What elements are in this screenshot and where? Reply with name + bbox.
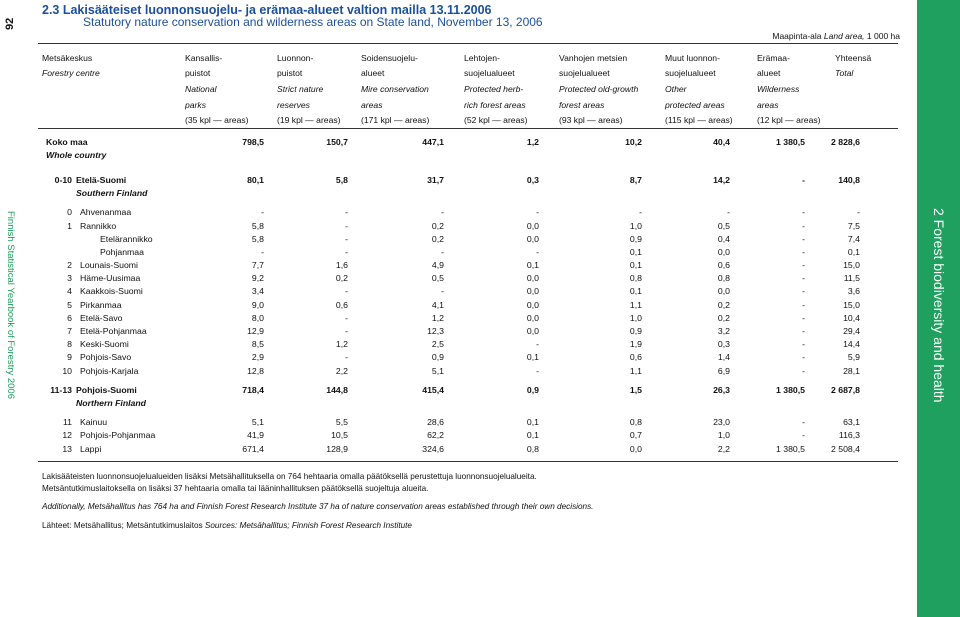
region-name: Etelärannikko	[100, 233, 153, 244]
header-cell: Erämaa-	[757, 52, 790, 63]
total-row	[36, 135, 860, 148]
value-cell: 0,1	[526, 352, 539, 363]
value-cell: 0,9	[431, 352, 444, 363]
value-cell: 3,4	[251, 286, 264, 297]
value-cell: 1,2	[335, 339, 348, 350]
header-cell: Forestry centre	[42, 68, 100, 79]
header-cell	[835, 81, 890, 97]
region-code	[36, 232, 76, 245]
value-cell: -	[802, 352, 805, 363]
region-code: 0-10	[54, 174, 72, 185]
region-name: Pohjois-Savo	[80, 352, 132, 363]
value-cell: 5,8	[335, 174, 348, 185]
header-cell: suojelualueet	[464, 68, 515, 79]
value-cell: 0,6	[335, 299, 348, 310]
value-cell: 0,0	[526, 273, 539, 284]
value-cell: -	[441, 286, 444, 297]
value-cell: 0,3	[526, 174, 539, 185]
total-row	[36, 173, 860, 186]
header-cell: Metsäkeskus	[42, 52, 93, 63]
value-cell: 0,1	[629, 286, 642, 297]
region-name: Etelä-Pohjanmaa	[80, 326, 147, 337]
header-cell: reserves	[277, 99, 310, 110]
table-row	[36, 442, 860, 455]
value-cell: 415,4	[422, 384, 444, 395]
value-cell: 2,2	[717, 443, 730, 454]
value-cell: 1,0	[629, 220, 642, 231]
value-cell: 29,4	[843, 326, 860, 337]
value-cell: 6,9	[717, 365, 730, 376]
value-cell: 12,8	[247, 365, 264, 376]
value-cell: -	[802, 299, 805, 310]
value-cell: -	[802, 273, 805, 284]
value-cell: 1,5	[629, 384, 642, 395]
region-name: Etelä-Suomi	[76, 174, 127, 185]
region-code	[36, 245, 76, 258]
value-cell: 23,0	[713, 417, 730, 428]
value-cell: 0,6	[629, 352, 642, 363]
value-cell: 1,6	[335, 260, 348, 271]
header-cell: Other	[665, 83, 687, 94]
header-cell: (52 kpl — areas)	[464, 115, 528, 126]
value-cell: -	[441, 207, 444, 218]
header-cell: suojelualueet	[665, 68, 716, 79]
value-cell: 1,1	[629, 365, 642, 376]
value-cell: -	[536, 207, 539, 218]
value-cell: 5,8	[251, 233, 264, 244]
header-row	[42, 50, 890, 66]
value-cell: 0,9	[629, 326, 642, 337]
side-caption-chapter: 2 Forest biodiversity and health	[931, 207, 947, 403]
value-cell: -	[802, 174, 805, 185]
value-cell: 0,7	[629, 430, 642, 441]
footnote-fi-2: Metsäntutkimuslaitoksella on lisäksi 37 hehtaaria omalla tai lääninhallituksen päätöksellä suojeltuja alueita.	[42, 484, 429, 494]
value-cell: -	[727, 207, 730, 218]
value-cell: -	[441, 246, 444, 257]
value-cell: 10,5	[331, 430, 348, 441]
table-row	[36, 298, 860, 311]
value-cell: -	[802, 430, 805, 441]
table-row	[36, 311, 860, 324]
header-cell: Soidensuojelu-	[361, 52, 418, 63]
value-cell: 12,9	[247, 326, 264, 337]
header-cell: Kansallis-	[185, 52, 223, 63]
value-cell: 7,5	[847, 220, 860, 231]
header-cell: Lehtojen-	[464, 52, 500, 63]
value-cell: -	[802, 365, 805, 376]
region-name: Kainuu	[80, 417, 108, 428]
value-cell: -	[536, 339, 539, 350]
value-cell: 8,0	[251, 312, 264, 323]
header-cell: Strict nature	[277, 83, 324, 94]
value-cell: 0,3	[717, 339, 730, 350]
table-subtitle: Statutory nature conservation and wilderness areas on State land, November 13, 2006	[83, 15, 543, 29]
region-name: Pirkanmaa	[80, 299, 122, 310]
header-cell: (171 kpl — areas)	[361, 115, 430, 126]
value-cell: 718,4	[242, 384, 264, 395]
header-cell	[42, 81, 185, 97]
header-cell: Vanhojen metsien	[559, 52, 628, 63]
region-code: 9	[67, 352, 72, 363]
region-name: Kaakkois-Suomi	[80, 286, 143, 297]
header-cell: Luonnon-	[277, 52, 314, 63]
value-cell: -	[536, 365, 539, 376]
value-cell: 4,1	[431, 299, 444, 310]
value-cell: 63,1	[843, 417, 860, 428]
value-cell: 0,0	[717, 246, 730, 257]
value-cell: -	[345, 220, 348, 231]
value-cell: 1 380,5	[776, 384, 805, 395]
header-cell: (93 kpl — areas)	[559, 115, 623, 126]
value-cell: -	[802, 339, 805, 350]
table-row	[36, 364, 860, 377]
value-cell: 1,0	[629, 312, 642, 323]
region-name: Lappi	[80, 443, 102, 454]
value-cell: 15,0	[843, 299, 860, 310]
value-cell: 10,4	[843, 312, 860, 323]
value-cell: 0,2	[717, 312, 730, 323]
region-name: Pohjanmaa	[100, 246, 144, 257]
value-cell: 14,2	[713, 174, 730, 185]
value-cell: 28,6	[427, 417, 444, 428]
value-cell: 3,2	[717, 326, 730, 337]
header-cell: National	[185, 83, 217, 94]
value-cell: 62,2	[427, 430, 444, 441]
table-row	[36, 338, 860, 351]
value-cell: 0,0	[526, 326, 539, 337]
value-cell: -	[345, 207, 348, 218]
region-code: 0	[67, 207, 72, 218]
unit-suffix: 1 000 ha	[864, 31, 900, 41]
value-cell: 324,6	[422, 443, 444, 454]
value-cell: 0,0	[526, 233, 539, 244]
header-cell: puistot	[277, 68, 303, 79]
value-cell: 0,5	[717, 220, 730, 231]
region-name-en: Whole country	[46, 149, 107, 160]
header-cell: (35 kpl — areas)	[185, 115, 249, 126]
region-en-row	[36, 396, 860, 409]
region-name-en: Southern Finland	[76, 188, 148, 199]
region-code: 2	[67, 260, 72, 271]
header-row	[42, 66, 890, 82]
value-cell: 4,9	[431, 260, 444, 271]
value-cell: 150,7	[326, 136, 348, 147]
region-code: 4	[67, 286, 72, 297]
value-cell: -	[802, 207, 805, 218]
header-cell	[835, 97, 890, 113]
data-table	[36, 135, 860, 455]
value-cell: 0,8	[629, 273, 642, 284]
value-cell: 0,5	[431, 273, 444, 284]
value-cell: -	[802, 326, 805, 337]
table-row	[36, 416, 860, 429]
value-cell: 9,2	[251, 273, 264, 284]
value-cell: 80,1	[247, 174, 264, 185]
header-cell: alueet	[757, 68, 781, 79]
region-name: Pohjois-Pohjanmaa	[80, 430, 156, 441]
region-name-en: Northern Finland	[76, 397, 146, 408]
table-row	[36, 324, 860, 337]
region-code: 8	[67, 339, 72, 350]
region-code: 7	[67, 326, 72, 337]
region-code: 3	[67, 273, 72, 284]
value-cell: 3,6	[847, 286, 860, 297]
value-cell: 1,9	[629, 339, 642, 350]
region-code: 6	[67, 312, 72, 323]
value-cell: -	[802, 220, 805, 231]
region-name: Ahvenanmaa	[80, 207, 132, 218]
value-cell: 14,4	[843, 339, 860, 350]
header-cell: (12 kpl — areas)	[757, 115, 821, 126]
value-cell: 2 687,8	[831, 384, 860, 395]
value-cell: 447,1	[422, 136, 444, 147]
header-cell: Mire conservation	[361, 83, 429, 94]
value-cell: 1,2	[431, 312, 444, 323]
value-cell: 2 828,6	[831, 136, 860, 147]
region-code: 10	[62, 365, 72, 376]
value-cell: 0,0	[526, 286, 539, 297]
footnote-en: Additionally, Metsähallitus has 764 ha and Finnish Forest Research Institute 37 ha of nature conservation areas established through their own decisions.	[42, 502, 594, 512]
value-cell: -	[345, 352, 348, 363]
value-cell: -	[802, 312, 805, 323]
value-cell: -	[639, 207, 642, 218]
header-row	[42, 81, 890, 97]
header-cell: puistot	[185, 68, 211, 79]
value-cell: 10,2	[625, 136, 642, 147]
value-cell: -	[345, 312, 348, 323]
value-cell: 40,4	[713, 136, 730, 147]
footnote-fi-1: Lakisääteisten luonnonsuojelualueiden lisäksi Metsähallituksella on 764 hehtaaria omalla päätöksellä perustettuja luonnonsuojelualueita.	[42, 472, 537, 481]
value-cell: 11,5	[843, 273, 860, 284]
value-cell: -	[261, 246, 264, 257]
value-cell: -	[802, 286, 805, 297]
header-cell: (115 kpl — areas)	[665, 115, 733, 126]
table-title: 2.3 Lakisääteiset luonnonsuojelu- ja erämaa-alueet valtion mailla 13.11.2006	[42, 3, 492, 17]
rule-bottom	[38, 461, 898, 462]
table-row	[36, 259, 860, 272]
value-cell: -	[261, 207, 264, 218]
value-cell: 5,8	[251, 220, 264, 231]
region-name: Etelä-Savo	[80, 312, 123, 323]
header-cell	[42, 97, 185, 113]
region-en-row	[36, 187, 860, 200]
value-cell: 0,6	[717, 260, 730, 271]
value-cell: 0,1	[847, 246, 860, 257]
header-cell: areas	[757, 99, 779, 110]
value-cell: 671,4	[242, 443, 264, 454]
table-row	[36, 285, 860, 298]
value-cell: -	[345, 233, 348, 244]
value-cell: 0,0	[526, 299, 539, 310]
value-cell: 2,2	[335, 365, 348, 376]
header-cell: alueet	[361, 68, 385, 79]
value-cell: 1 380,5	[776, 443, 805, 454]
value-cell: 0,0	[717, 286, 730, 297]
value-cell: -	[802, 260, 805, 271]
header-cell: Total	[835, 68, 854, 79]
header-cell: rich forest areas	[464, 99, 526, 110]
value-cell: -	[857, 207, 860, 218]
table-row	[36, 429, 860, 442]
region-code: 12	[62, 430, 72, 441]
value-cell: 2,5	[431, 339, 444, 350]
column-headers	[42, 50, 890, 128]
value-cell: 0,8	[526, 443, 539, 454]
value-cell: 5,1	[251, 417, 264, 428]
header-cell	[835, 112, 890, 128]
value-cell: 0,1	[526, 430, 539, 441]
value-cell: 140,8	[838, 174, 860, 185]
region-name: Rannikko	[80, 220, 117, 231]
table-row	[36, 219, 860, 232]
value-cell: 26,3	[713, 384, 730, 395]
value-cell: 0,9	[526, 384, 539, 395]
value-cell: 1,0	[717, 430, 730, 441]
value-cell: 128,9	[326, 443, 348, 454]
region-code: 1	[67, 220, 72, 231]
value-cell: 1 380,5	[776, 136, 805, 147]
region-name: Keski-Suomi	[80, 339, 129, 350]
value-cell: -	[345, 286, 348, 297]
value-cell: 1,1	[629, 299, 642, 310]
value-cell: 15,0	[843, 260, 860, 271]
header-cell: (19 kpl — areas)	[277, 115, 341, 126]
value-cell: 0,1	[526, 417, 539, 428]
value-cell: 12,3	[427, 326, 444, 337]
header-cell: forest areas	[559, 99, 605, 110]
table-row	[36, 232, 860, 245]
value-cell: 0,1	[629, 260, 642, 271]
region-name: Lounais-Suomi	[80, 260, 138, 271]
value-cell: 41,9	[247, 430, 264, 441]
side-caption-yearbook: Finnish Statistical Yearbook of Forestry 2006	[5, 211, 16, 399]
region-name: Pohjois-Suomi	[76, 384, 137, 395]
value-cell: 28,1	[843, 365, 860, 376]
value-cell: 0,0	[526, 312, 539, 323]
value-cell: 798,5	[242, 136, 264, 147]
value-cell: 0,0	[526, 220, 539, 231]
header-cell: Protected old-growth	[559, 83, 639, 94]
unit-fi: Maapinta-ala	[772, 31, 824, 41]
unit-label	[772, 31, 900, 41]
region-name: Häme-Uusimaa	[80, 273, 141, 284]
value-cell: 0,2	[717, 299, 730, 310]
header-row	[42, 112, 890, 128]
header-cell: Muut luonnon-	[665, 52, 720, 63]
value-cell: 9,0	[251, 299, 264, 310]
value-cell: -	[536, 246, 539, 257]
value-cell: 0,9	[629, 233, 642, 244]
value-cell: 0,1	[526, 260, 539, 271]
table-row	[36, 206, 860, 219]
header-cell	[42, 112, 185, 128]
header-cell: suojelualueet	[559, 68, 610, 79]
total-row	[36, 383, 860, 396]
table-row	[36, 245, 860, 258]
value-cell: 1,4	[717, 352, 730, 363]
rule-header	[38, 128, 898, 129]
value-cell: 0,2	[431, 233, 444, 244]
value-cell: 5,1	[431, 365, 444, 376]
value-cell: 8,5	[251, 339, 264, 350]
table-row	[36, 351, 860, 364]
value-cell: -	[345, 326, 348, 337]
header-cell: protected areas	[665, 99, 725, 110]
value-cell: 31,7	[427, 174, 444, 185]
value-cell: 5,9	[847, 352, 860, 363]
value-cell: 0,0	[629, 443, 642, 454]
value-cell: 0,2	[431, 220, 444, 231]
value-cell: -	[802, 233, 805, 244]
rule-top	[38, 43, 898, 44]
value-cell: 2 508,4	[831, 443, 860, 454]
value-cell: 7,4	[847, 233, 860, 244]
value-cell: 0,8	[717, 273, 730, 284]
region-name: Pohjois-Karjala	[80, 365, 139, 376]
table-row	[36, 272, 860, 285]
value-cell: 0,4	[717, 233, 730, 244]
sources: Lähteet: Metsähallitus; Metsäntutkimuslaitos Sources: Metsähallitus; Finnish Forest Research Institute	[42, 520, 412, 530]
value-cell: 0,1	[629, 246, 642, 257]
region-code: 11	[62, 417, 72, 428]
value-cell: -	[802, 417, 805, 428]
header-cell: areas	[361, 99, 383, 110]
region-code: 13	[62, 443, 72, 454]
page-number: 92	[4, 17, 16, 30]
footnotes	[42, 471, 593, 532]
unit-en: Land area,	[823, 31, 865, 41]
value-cell: 2,9	[251, 352, 264, 363]
value-cell: 1,2	[526, 136, 539, 147]
region-code: 5	[67, 299, 72, 310]
region-en-row	[36, 148, 860, 161]
header-cell: parks	[185, 99, 207, 110]
header-cell: Protected herb-	[464, 83, 524, 94]
header-row	[42, 97, 890, 113]
value-cell: 8,7	[629, 174, 642, 185]
value-cell: 116,3	[838, 430, 860, 441]
header-cell: Yhteensä	[835, 52, 872, 63]
region-code: 11-13	[50, 384, 72, 395]
value-cell: 5,5	[335, 417, 348, 428]
value-cell: -	[345, 246, 348, 257]
value-cell: 7,7	[251, 260, 264, 271]
region-name: Koko maa	[46, 136, 88, 147]
value-cell: 144,8	[326, 384, 348, 395]
value-cell: -	[802, 246, 805, 257]
value-cell: 0,2	[335, 273, 348, 284]
header-cell: Wilderness	[757, 83, 800, 94]
value-cell: 0,8	[629, 417, 642, 428]
